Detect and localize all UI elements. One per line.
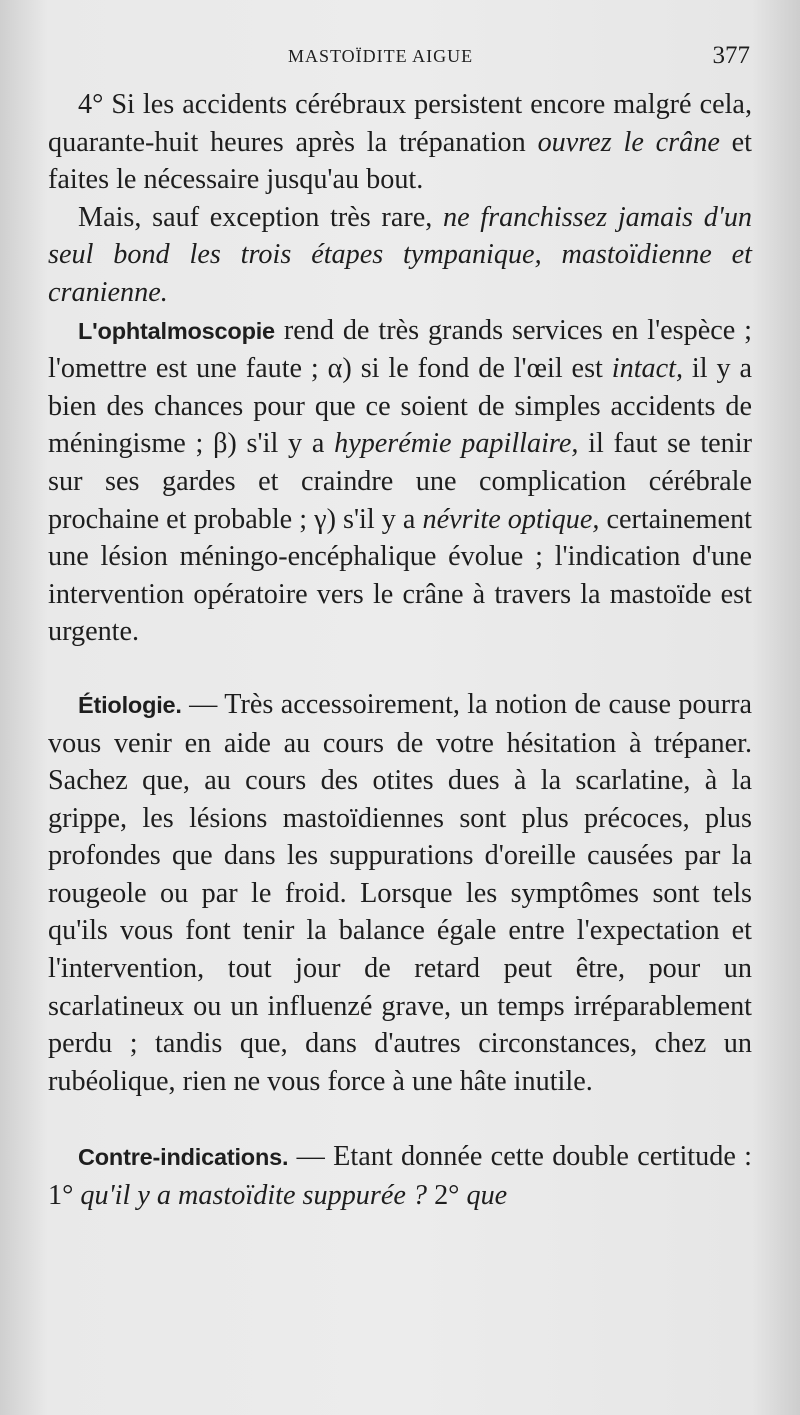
emphasis: que [466,1180,508,1212]
emphasis: intact, [611,353,684,385]
running-head: MASTOÏDITE AIGUE [288,46,474,66]
text: et faites le nécessaire jusqu'au bout. [48,126,753,196]
emphasis: névrite optique, [422,503,600,535]
page-body [48,86,752,1215]
section-lead-ophtalmoscopie: L'ophtalmoscopie [78,317,275,344]
emphasis: qu'il y a mastoïdite suppurée ? [80,1180,428,1212]
emphasis: hyperémie papillaire, [334,428,579,460]
section-heading-etiologie: Étiologie. [78,691,182,718]
page-number: 377 [712,42,750,69]
text: 4° Si les accidents cérébraux persistent encore malgré cela, quarante-huit heures après la trépanation [48,89,752,158]
paragraph-etiologie [48,686,752,1101]
text: certainement une lésion méningo-encéphalique évolue ; l'indication d'une intervention opératoire vers le crâne à travers la mastoïde est urgente. [48,503,752,648]
paragraph-ophtalmoscopie [48,312,752,651]
page-header [0,42,800,76]
paragraph-contre-indications [48,1138,752,1214]
emphasis: ouvrez le crâne [537,126,720,158]
text: 2° [427,1180,467,1212]
text: rend de très grands services en l'espèce ; l'omettre est une faute ; α) si le fond de l'œil est [48,314,752,385]
paragraph-exception [48,199,752,312]
section-heading-contre-indications: Contre-indications. [78,1144,289,1171]
emphasis: ne franchissez jamais d'un seul bond les trois étapes tympanique, mastoïdienne et cranienne. [48,201,753,308]
text: Mais, sauf exception très rare, [78,201,443,233]
text: il faut se tenir sur ses gardes et craindre une complication cérébrale prochaine et probable ; γ) s'il y a [48,428,752,535]
text: il y a bien des chances pour que ce soient de simples accidents de méningisme ; β) s'il y a [48,353,752,460]
paragraph-trepanation [48,86,752,199]
text: — Etant donnée cette double certitude : 1° [48,1141,752,1212]
text: — Très accessoirement, la notion de cause pourra vous venir en aide au cours de votre hésitation à trépaner. Sachez que, au cours des otites dues à la scarlatine, à la grippe, les lésions mastoïdiennes sont plus précoces, plus profondes que dans les suppurations d'oreille causées par la rougeole ou par le froid. Lorsque les symptômes sont tels qu'ils vous font tenir la balance égale entre l'expectation et l'intervention, tout jour de retard peut être, pour un scarlatineux ou un influenzé grave, un temps irréparablement perdu ; tandis que, dans d'autres circonstances, chez un rubéolique, rien ne vous force à une hâte inutile. [48,688,752,1097]
